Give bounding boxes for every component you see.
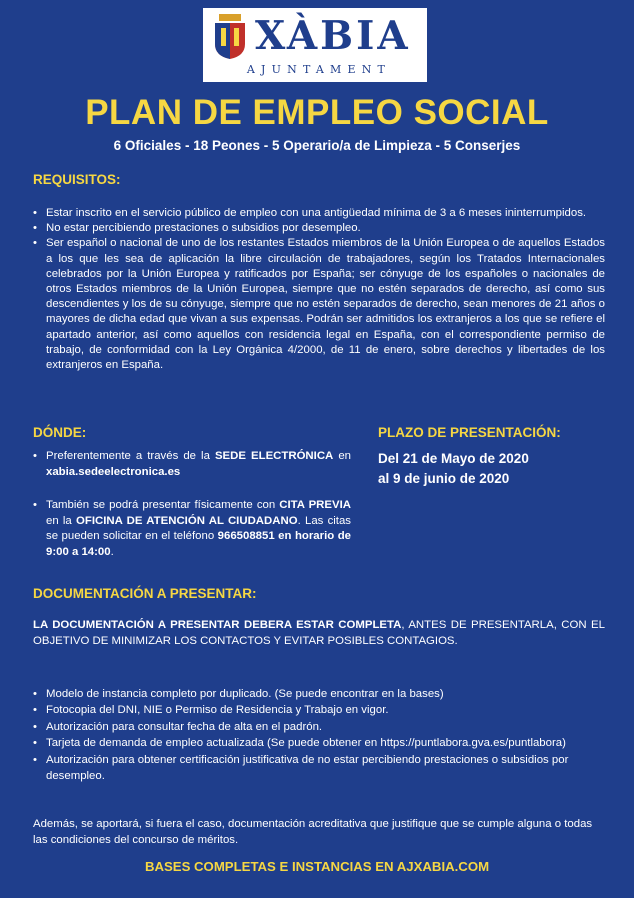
documentacion-heading: DOCUMENTACIÓN A PRESENTAR: bbox=[33, 586, 257, 601]
donde-text: Preferentemente a través de la bbox=[46, 450, 215, 462]
plazo-end: al 9 de junio de 2020 bbox=[378, 471, 510, 486]
list-item: • Modelo de instancia completo por duplicado. (Se puede encontrar en la bases) bbox=[33, 686, 605, 702]
page-subtitle: 6 Oficiales - 18 Peones - 5 Operario/a de Limpieza - 5 Conserjes bbox=[113, 138, 521, 153]
sede-electronica-link[interactable]: xabia.sedeelectronica.es bbox=[46, 465, 181, 478]
warning-bold: LA DOCUMENTACIÓN A PRESENTAR DEBERA ESTAR COMPLETA bbox=[33, 619, 402, 631]
warning-rest: , ANTES DE PRESENTARLA, CON EL OBJETIVO DE MINIMIZAR LOS CONTACTOS Y EVITAR POSIBLES CONTAGIOS. bbox=[33, 619, 605, 647]
donde-heading: DÓNDE: bbox=[33, 425, 87, 440]
donde-text: en la bbox=[46, 514, 77, 527]
oficina-label: OFICINA DE ATENCIÓN AL CIUDADANO bbox=[76, 514, 298, 527]
donde-text: . bbox=[110, 545, 114, 558]
donde-list bbox=[33, 449, 351, 480]
list-item: • No estar percibiendo prestaciones o subsidios por desempleo. bbox=[33, 221, 605, 236]
logo bbox=[203, 8, 427, 82]
requisitos-list bbox=[33, 206, 605, 373]
list-item: • Estar inscrito en el servicio público de empleo con una antigüedad mínima de 3 a 6 meses ininterrumpidos. bbox=[33, 206, 605, 221]
cita-previa-label: CITA PREVIA bbox=[279, 499, 351, 511]
documentacion-note: Además, se aportará, si fuera el caso, documentación acreditativa que justifique que se cumple alguna o todas las condiciones del concurso de méritos. bbox=[33, 818, 593, 846]
list-item: • Tarjeta de demanda de empleo actualizada (Se puede obtener en https://puntlabora.gva.es/puntlabora) bbox=[33, 735, 605, 751]
list-item: • Autorización para obtener certificación justificativa de no estar percibiendo prestaciones o subsidios por desempleo. bbox=[33, 752, 605, 785]
bases-link[interactable]: BASES COMPLETAS E INSTANCIAS EN AJXABIA.COM bbox=[144, 859, 490, 874]
list-item bbox=[33, 498, 351, 560]
telefono-horario: 966508851 en horario de 9:00 a 14:00 bbox=[46, 530, 351, 558]
list-item: • Autorización para consultar fecha de alta en el padrón. bbox=[33, 719, 605, 735]
requisitos-heading: REQUISITOS: bbox=[33, 172, 121, 187]
page-title: PLAN DE EMPLEO SOCIAL bbox=[85, 93, 549, 132]
list-item bbox=[33, 449, 351, 480]
documentacion-list bbox=[33, 686, 605, 784]
donde-text: en bbox=[333, 450, 351, 462]
plazo-start: Del 21 de Mayo de 2020 bbox=[378, 451, 529, 466]
list-item: • Ser español o nacional de uno de los restantes Estados miembros de la Unión Europea o de aquellos Estados a los que les sea de aplicación la libre circulación de trabajadores, según los Tratados Internacionales celebrados por la Unión Europea y ratificados por España; ser cónyuge de los españoles o nacionales de otros Estados miembros de la Unión Europea, siempre que no estén separados de derecho, así como sus descendientes y los de su cónyuge, siempre que no estén separados de derecho, sean menores de 21 años o mayores de dicha edad que vivan a sus expensas. Podrán ser admitidos los extranjeros a los que se refiere el apartado anterior, así como aquellos con residencia legal en España, con el correspondiente permiso de trabajo, de conformidad con la Ley Orgánica 4/2000, de 11 de enero, sobre derechos y libertades de los extranjeros en España. bbox=[33, 236, 605, 373]
donde-list-2 bbox=[33, 498, 351, 560]
logo-name: XÀBIA bbox=[255, 13, 411, 59]
plazo-dates bbox=[378, 449, 608, 489]
coat-of-arms-icon bbox=[212, 14, 248, 60]
documentacion-warning bbox=[33, 617, 605, 649]
sede-electronica-label: SEDE ELECTRÓNICA bbox=[214, 450, 334, 462]
logo-subtitle: AJUNTAMENT bbox=[246, 63, 392, 76]
list-item: • Fotocopia del DNI, NIE o Permiso de Residencia y Trabajo en vigor. bbox=[33, 702, 605, 718]
donde-text: . Las citas se pueden solicitar en el teléfono bbox=[46, 514, 352, 543]
plazo-heading: PLAZO DE PRESENTACIÓN: bbox=[378, 425, 561, 440]
donde-text: También se podrá presentar físicamente con bbox=[46, 499, 280, 511]
